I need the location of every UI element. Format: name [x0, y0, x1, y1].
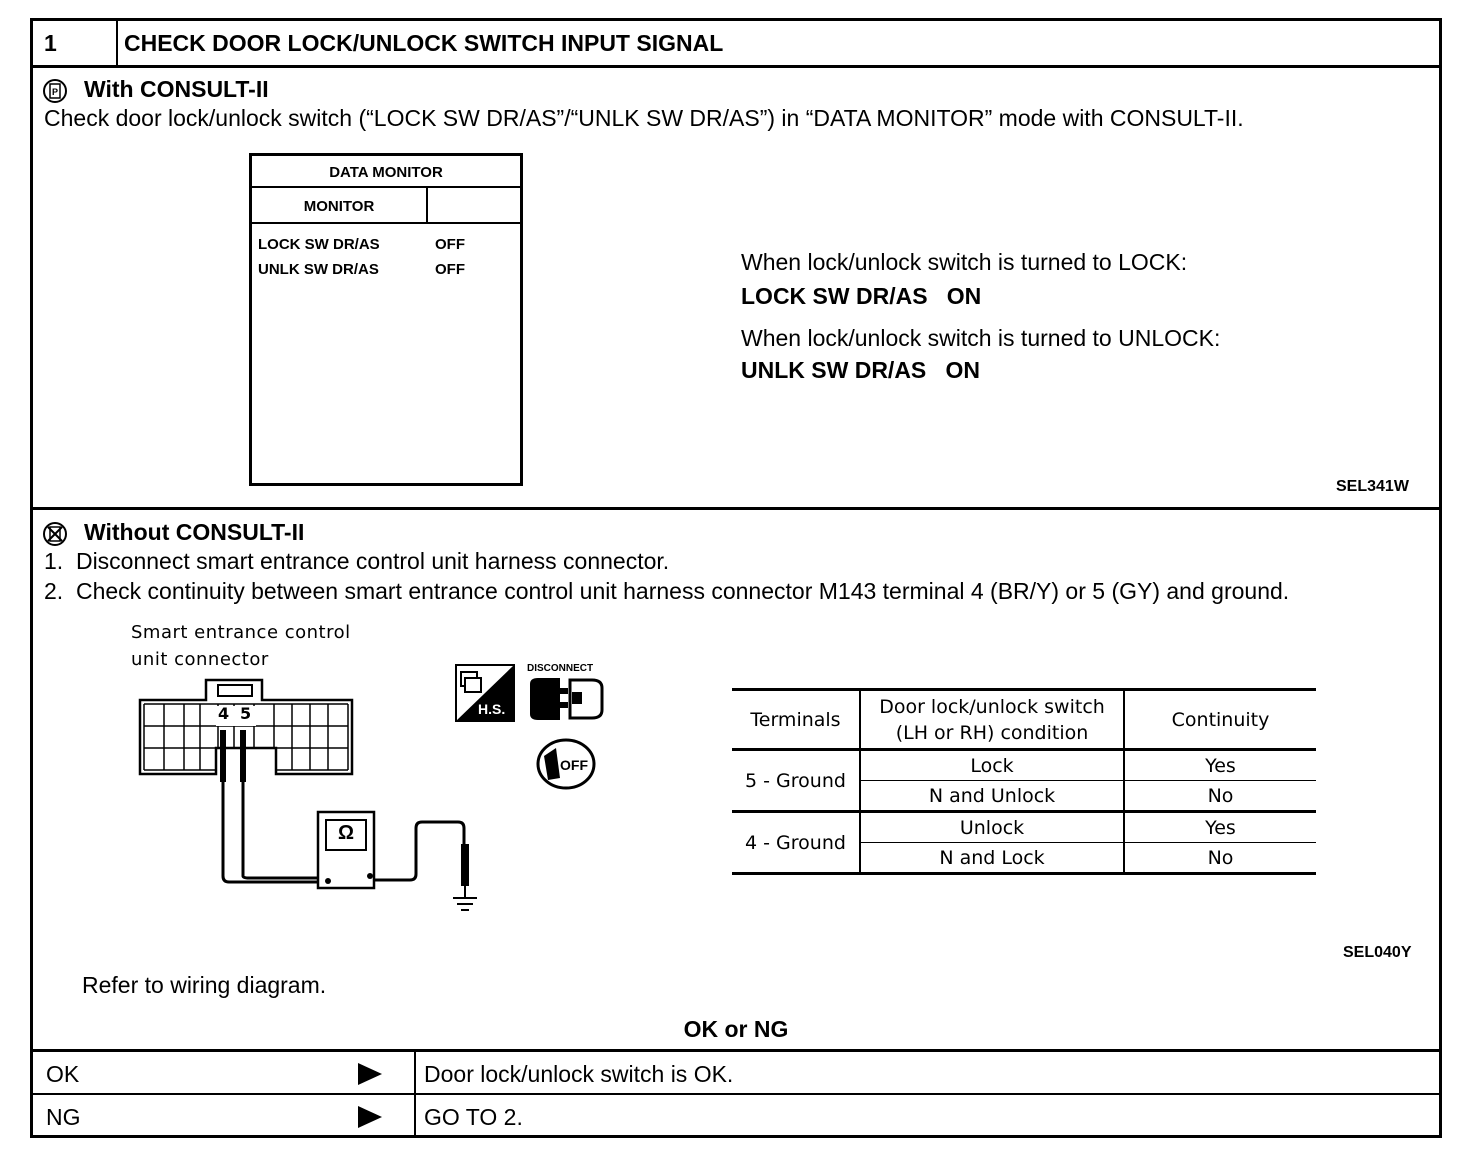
data-monitor-screen [249, 153, 523, 486]
terminal-cell: 4 - Ground [745, 831, 846, 854]
monitor-row-name: UNLK SW DR/AS [258, 261, 379, 278]
monitor-title: DATA MONITOR [329, 164, 443, 181]
consult-icon [42, 78, 68, 104]
header-step-divider [116, 18, 118, 66]
step-item: 2. Check continuity between smart entrance control unit harness connector M143 terminal 4 (BR/Y) or 5 (GY) and ground. [44, 578, 1290, 604]
unlock-condition-text: When lock/unlock switch is turned to UNLOCK: [741, 325, 1221, 351]
refer-wiring-text: Refer to wiring diagram. [82, 972, 327, 998]
decision-ng-result: GO TO 2. [424, 1104, 523, 1130]
continuity-table [732, 688, 1316, 875]
condition-cell: N and Lock [860, 843, 1124, 874]
continuity-cell: No [1124, 843, 1316, 874]
connector-diagram [130, 670, 500, 920]
with-consult-heading: With CONSULT-II [84, 76, 269, 102]
monitor-row-value: OFF [435, 236, 465, 253]
unlock-expected-value: UNLK SW DR/AS ON [741, 357, 980, 383]
monitor-row-value: OFF [435, 261, 465, 278]
ohm-symbol: Ω [338, 822, 355, 844]
monitor-column-divider [426, 187, 428, 223]
condition-cell: Unlock [860, 812, 1124, 843]
header-condition: Door lock/unlock switch (LH or RH) condition [860, 690, 1124, 750]
figure-id-sel040y: SEL040Y [1343, 944, 1412, 961]
decision-ok-label: OK [46, 1061, 80, 1087]
connector-label-line1: Smart entrance control [131, 622, 351, 643]
arrow-right-icon [358, 1106, 382, 1128]
step-title: CHECK DOOR LOCK/UNLOCK SWITCH INPUT SIGNAL [124, 30, 724, 56]
disconnect-label: DISCONNECT [527, 663, 594, 674]
decision-column-divider [414, 1050, 416, 1138]
svg-text:P: P [51, 87, 59, 97]
without-consult-heading: Without CONSULT-II [84, 519, 305, 545]
monitor-title-divider [252, 186, 520, 188]
monitor-header-divider [252, 222, 520, 224]
hs-label: H.S. [478, 701, 506, 717]
table-row [732, 812, 1316, 843]
table-row [732, 750, 1316, 781]
header-terminals: Terminals [750, 708, 841, 731]
decision-title: OK or NG [683, 1016, 789, 1042]
terminal-cell: 5 - Ground [745, 769, 846, 792]
condition-cell: Lock [860, 750, 1124, 781]
lock-condition-text: When lock/unlock switch is turned to LOCK: [741, 249, 1188, 275]
figure-id-sel341w: SEL341W [1336, 478, 1409, 495]
no-consult-icon [42, 521, 68, 547]
step-item: 1. Disconnect smart entrance control unit harness connector. [44, 548, 670, 574]
header-divider [30, 65, 1442, 68]
decision-top-divider [30, 1049, 1442, 1052]
pin-4-label: 4 [218, 704, 230, 723]
step-number: 1 [44, 30, 57, 56]
monitor-row-name: LOCK SW DR/AS [258, 236, 380, 253]
header-continuity: Continuity [1124, 690, 1316, 750]
section-divider [30, 507, 1442, 510]
table-header-row [732, 690, 1316, 750]
decision-ok-result: Door lock/unlock switch is OK. [424, 1061, 734, 1087]
condition-cell: N and Unlock [860, 781, 1124, 812]
continuity-cell: Yes [1124, 812, 1316, 843]
key-off-label: OFF [560, 757, 588, 773]
decision-ng-label: NG [46, 1104, 81, 1130]
pin-5-label: 5 [240, 704, 252, 723]
connector-label-line2: unit connector [131, 649, 269, 670]
arrow-right-icon [358, 1063, 382, 1085]
continuity-cell: No [1124, 781, 1316, 812]
monitor-column-header: MONITOR [303, 198, 375, 215]
disconnect-icon [526, 674, 606, 724]
with-consult-instruction: Check door lock/unlock switch (“LOCK SW DR/AS”/“UNLK SW DR/AS”) in “DATA MONITOR” mode with CONSULT-II. [44, 105, 1244, 131]
decision-row-divider [30, 1093, 1442, 1095]
continuity-cell: Yes [1124, 750, 1316, 781]
lock-expected-value: LOCK SW DR/AS ON [741, 283, 982, 309]
